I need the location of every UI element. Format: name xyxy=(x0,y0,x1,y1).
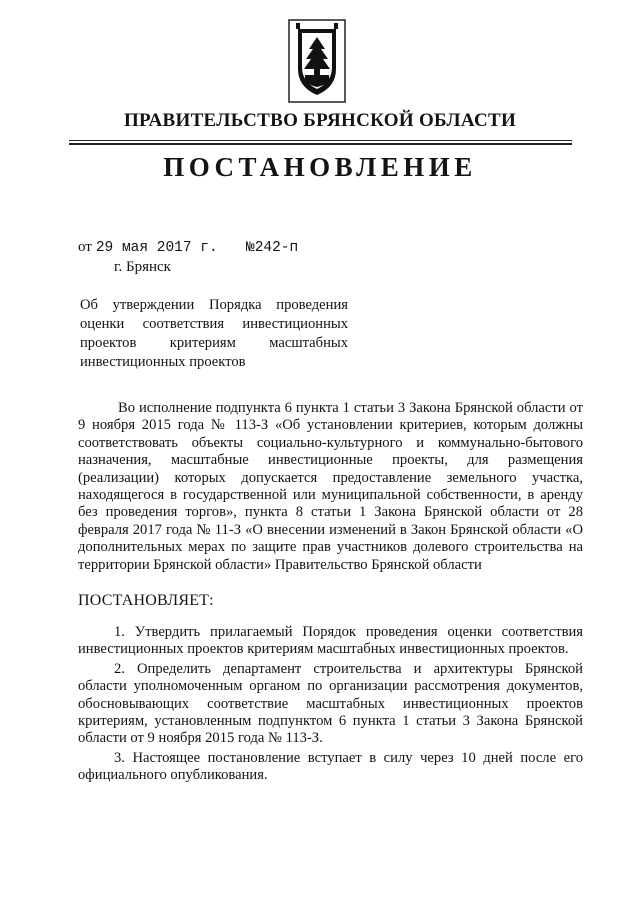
city: г. Брянск xyxy=(114,259,171,275)
header-rule-thick xyxy=(69,143,572,145)
organization-title: ПРАВИТЕЛЬСТВО БРЯНСКОЙ ОБЛАСТИ xyxy=(123,110,517,131)
preamble-paragraph: Во исполнение подпункта 6 пункта 1 статьи 3 Закона Брянской области от 9 ноября 2015 года № 113-З «Об установлении критериев, которым должны соответствовать объекты социально-культурного и коммунально-бытового назначения, масштабные инвестиционные проекты, для размещения (реализации) которых допускается предоставление земельного участка, находящегося в государственной или муниципальной собственности, в аренду без проведения торгов», пункта 8 статьи 1 Закона Брянской области от 28 февраля 2017 года № 11-З «О внесении изменений в Закон Брянской области «О дополнительных мерах по защите прав участников долевого строительства на территории Брянской области» Правительство Брянской области xyxy=(78,400,583,573)
document-number xyxy=(246,238,298,256)
number-value: №242-п xyxy=(246,240,299,256)
item-text: 2. Определить департамент строительства и архитектуры Брянской области уполномоченным органом по организации рассмотрения документов, обосновывающих соответствие масштабных инвестиционных проектов критериям, установленным подпунктом 6 пункта 1 статьи 3 Закона Брянской области от 9 ноября 2015 года № 113-З. xyxy=(78,660,583,747)
resolution-items xyxy=(78,624,583,787)
list-item xyxy=(78,661,583,748)
item-text: 3. Настоящее постановление вступает в силу через 10 дней после его официального опубликования. xyxy=(78,749,583,784)
document-subject: Об утверждении Порядка проведения оценки соответствия инвестиционных проектов критериям масштабных инвестиционных проектов xyxy=(80,297,348,370)
date-value: 29 мая 2017 г. xyxy=(95,240,218,256)
document-date xyxy=(78,238,218,256)
document-type-title: ПОСТАНОВЛЕНИЕ xyxy=(163,152,477,182)
date-prefix: от xyxy=(78,239,92,255)
item-text: 1. Утвердить прилагаемый Порядок проведения оценки соответствия инвестиционных проектов критериям масштабных инвестиционных проектов. xyxy=(78,624,583,658)
list-item xyxy=(78,624,583,659)
bryansk-coat-of-arms-icon xyxy=(288,19,346,103)
coat-of-arms-emblem xyxy=(288,19,346,103)
resolves-heading: ПОСТАНОВЛЯЕТ: xyxy=(78,592,214,609)
list-item xyxy=(78,750,583,785)
header-rule-thin xyxy=(69,140,572,141)
